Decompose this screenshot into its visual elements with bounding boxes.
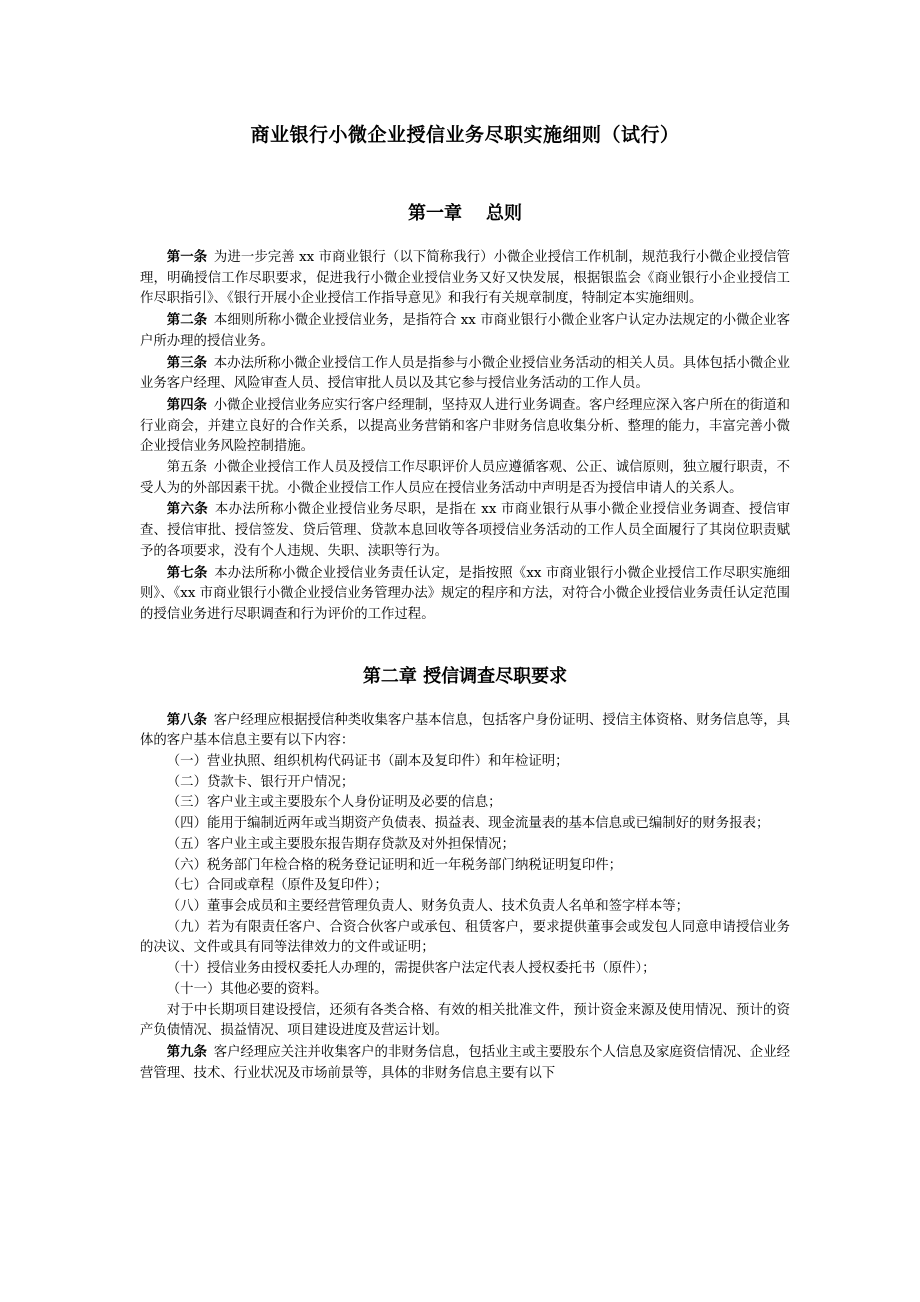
article-label: 第五条 xyxy=(166,460,208,476)
article-9 xyxy=(140,1042,790,1084)
article-text: 客户经理应根据授信种类收集客户基本信息，包括客户身份证明、授信主体资格、财务信息等，具体的客户基本信息主要有以下内容： xyxy=(140,712,791,749)
list-item: （十一）其他必要的资料。 xyxy=(166,981,328,997)
article-3 xyxy=(140,353,790,395)
list-item: （一）营业执照、组织机构代码证书（副本及复印件）和年检证明； xyxy=(166,754,569,770)
article-label: 第八条 xyxy=(166,711,208,728)
list-item: （三）客户业主或主要股东个人身份证明及必要的信息； xyxy=(166,795,502,811)
article-1 xyxy=(140,247,790,310)
chapter-1-title xyxy=(140,199,790,225)
article-label: 第七条 xyxy=(166,564,208,581)
article-2 xyxy=(140,310,790,352)
list-item: （七）合同或章程（原件及复印件）； xyxy=(166,878,388,894)
article-text: 本办法所称小微企业授信业务责任认定，是指按照《xx 市商业银行小微企业授信工作尽职实施细则》、《xx 市商业银行小微企业授信业务管理办法》规定的程序和方法，对符合小微企业授信业务责任认定范围的授信业务进行尽职调查和行为评价的工作过程。 xyxy=(140,565,791,622)
chapter-2-name: 授信调查尽职要求 xyxy=(423,665,568,687)
article-text: 小微企业授信工作人员及授信工作尽职评价人员应遵循客观、公正、诚信原则，独立履行职责，不受人为的外部因素干扰。小微企业授信工作人员应在授信业务活动中声明是否为授信申请人的关系人。 xyxy=(140,460,791,496)
long-term-note: 对于中长期项目建设授信，还须有各类合格、有效的相关批准文件，预计资金来源及使用情况、预计的资产负债情况、损益情况、项目建设进度及营运计划。 xyxy=(140,1002,790,1039)
list-item: （十）授信业务由授权委托人办理的，需提供客户法定代表人授权委托书（原件）； xyxy=(166,961,656,977)
article-label: 第四条 xyxy=(166,396,208,413)
article-text: 为进一步完善 xx 市商业银行（以下简称我行）小微企业授信工作机制，规范我行小微企业授信管理，明确授信工作尽职要求，促进我行小微企业授信业务又好又快发展，根据银监会《商业银行小企业授信工作尽职指引》、《银行开展小企业授信工作指导意见》和我行有关规章制度，特制定本实施细则。 xyxy=(140,250,790,307)
chapter-1-body xyxy=(140,247,790,626)
article-text: 本办法所称小微企业授信业务尽职，是指在 xx 市商业银行从事小微企业授信业务调查、授信审查、授信审批、授信签发、贷后管理、贷款本息回收等各项授信业务活动的工作人员全面履行了其岗位职责赋予的各项要求，没有个人违规、失职、渎职等行为。 xyxy=(140,502,790,559)
document-title: 商业银行小微企业授信业务尽职实施细则（试行） xyxy=(250,124,680,146)
article-label: 第二条 xyxy=(166,312,208,329)
chapter-2-number: 第二章 xyxy=(362,665,417,687)
chapter-1-name: 总则 xyxy=(486,203,522,224)
list-item: （八）董事会成员和主要经营管理负责人、财务负责人、技术负责人名单和签字样本等； xyxy=(166,898,690,914)
article-text: 小微企业授信业务应实行客户经理制，坚持双人进行业务调查。客户经理应深入客户所在的街道和行业商会，并建立良好的合作关系，以提高业务营销和客户非财务信息收集分析、整理的能力，丰富完善小微企业授信业务风险控制措施。 xyxy=(140,397,791,455)
list-item: （四）能用于编制近两年或当期资产负债表、损益表、现金流量表的基本信息或已编制好的财务报表； xyxy=(166,816,770,832)
article-label: 第三条 xyxy=(166,354,208,371)
article-8 xyxy=(140,710,790,752)
article-text: 客户经理应关注并收集客户的非财务信息，包括业主或主要股东个人信息及家庭资信情况、企业经营管理、技术、行业状况及市场前景等，具体的非财务信息主要有以下 xyxy=(140,1044,791,1081)
document-page xyxy=(140,120,790,1084)
article-5 xyxy=(140,458,790,499)
article-text: 本细则所称小微企业授信业务，是指符合 xx 市商业银行小微企业客户认定办法规定的小微企业客户所办理的授信业务。 xyxy=(140,313,790,349)
chapter-1-number: 第一章 xyxy=(408,203,462,224)
article-6 xyxy=(140,499,790,562)
article-text: 本办法所称小微企业授信工作人员是指参与小微企业授信业务活动的相关人员。具体包括小微企业业务客户经理、风险审查人员、授信审批人员以及其它参与授信业务活动的工作人员。 xyxy=(140,355,791,392)
chapter-2-body xyxy=(140,710,790,1085)
article-label: 第六条 xyxy=(166,501,209,518)
article-7 xyxy=(140,563,790,626)
list-item: （五）客户业主或主要股东报告期存贷款及对外担保情况； xyxy=(166,836,515,852)
article-label: 第一条 xyxy=(166,249,208,265)
chapter-2-title xyxy=(140,662,790,688)
article-4 xyxy=(140,395,790,458)
list-item: （九）若为有限责任客户、合资合伙客户或承包、租赁客户，要求提供董事会或发包人同意申请授信业务的决议、文件或具有同等法律效力的文件或证明； xyxy=(140,919,790,956)
article-label: 第九条 xyxy=(166,1043,208,1060)
list-item: （二）贷款卡、银行开户情况； xyxy=(166,774,355,790)
list-item: （六）税务部门年检合格的税务登记证明和近一年税务部门纳税证明复印件； xyxy=(166,857,623,873)
